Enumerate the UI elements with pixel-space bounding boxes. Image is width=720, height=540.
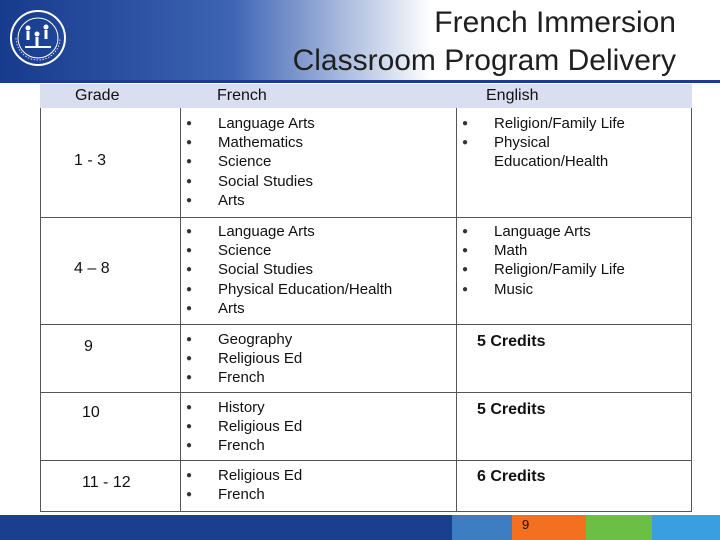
grade-label: 10 <box>82 404 100 421</box>
list-item: ● Mathematics <box>186 133 454 152</box>
list-item: ● Language Arts <box>186 114 454 133</box>
table-border-bottom <box>40 511 692 512</box>
header-french: French <box>217 87 267 104</box>
french-subject-list <box>186 330 454 388</box>
header-rule <box>0 80 720 83</box>
list-item: ● Arts <box>186 299 454 318</box>
french-subject-list <box>186 466 454 504</box>
english-subject-list <box>462 114 690 172</box>
column-divider-1 <box>180 108 181 512</box>
list-item: ● Science <box>186 241 454 260</box>
english-subject-list <box>462 222 690 299</box>
row-divider <box>40 217 692 218</box>
header-english-cell <box>456 84 692 108</box>
english-credits: 5 Credits <box>477 333 546 350</box>
list-item: ● Religious Ed <box>186 349 454 368</box>
header-french-cell <box>180 84 456 108</box>
table-border-right <box>691 108 692 512</box>
row-divider <box>40 324 692 325</box>
french-subject-list <box>186 114 454 210</box>
list-item: ● French <box>186 485 454 504</box>
list-item: ● Physical Education/Health <box>462 133 624 171</box>
footer-block-blue <box>452 515 512 540</box>
title-line-1: French Immersion <box>434 6 676 39</box>
grade-label: 9 <box>84 338 93 355</box>
french-subject-list <box>186 398 454 456</box>
list-item: ● Math <box>462 241 690 260</box>
list-item: ● Language Arts <box>186 222 454 241</box>
list-item: ● French <box>186 436 454 455</box>
list-item: ● Social Studies <box>186 172 454 191</box>
french-subject-list <box>186 222 454 318</box>
footer-block-green <box>586 515 652 540</box>
list-item: ● Religion/Family Life <box>462 114 690 133</box>
page-title <box>293 4 676 80</box>
row-divider <box>40 392 692 393</box>
list-item: ● History <box>186 398 454 417</box>
grade-label: 1 - 3 <box>74 152 107 169</box>
footer-block-light-blue <box>652 515 720 540</box>
list-item: ● Religion/Family Life <box>462 260 690 279</box>
school-board-logo-icon <box>8 8 68 68</box>
row-divider <box>40 460 692 461</box>
header-english: English <box>486 87 539 104</box>
grade-label: 11 - 12 <box>82 474 131 491</box>
header-grade-cell <box>40 84 180 108</box>
list-item: ● Language Arts <box>462 222 690 241</box>
header-grade: Grade <box>75 87 120 104</box>
program-table <box>40 84 692 512</box>
grade-label: 4 – 8 <box>74 260 110 277</box>
list-item: ● Religious Ed <box>186 466 454 485</box>
list-item: ● French <box>186 368 454 387</box>
english-credits: 6 Credits <box>477 468 546 485</box>
list-item: ● Social Studies <box>186 260 454 279</box>
list-item: ● Arts <box>186 191 454 210</box>
header-band <box>0 0 720 80</box>
footer-block-dark-blue <box>0 515 452 540</box>
column-divider-2 <box>456 108 457 512</box>
footer-color-bar <box>0 515 720 540</box>
title-line-2: Classroom Program Delivery <box>292 44 676 77</box>
english-credits: 5 Credits <box>477 401 546 418</box>
list-item: ● Geography <box>186 330 454 349</box>
list-item: ● Music <box>462 280 690 299</box>
page-number: 9 <box>522 517 530 532</box>
list-item: ● Science <box>186 152 454 171</box>
list-item: ● Physical Education/Health <box>186 280 454 299</box>
list-item: ● Religious Ed <box>186 417 454 436</box>
table-border-left <box>40 108 41 512</box>
